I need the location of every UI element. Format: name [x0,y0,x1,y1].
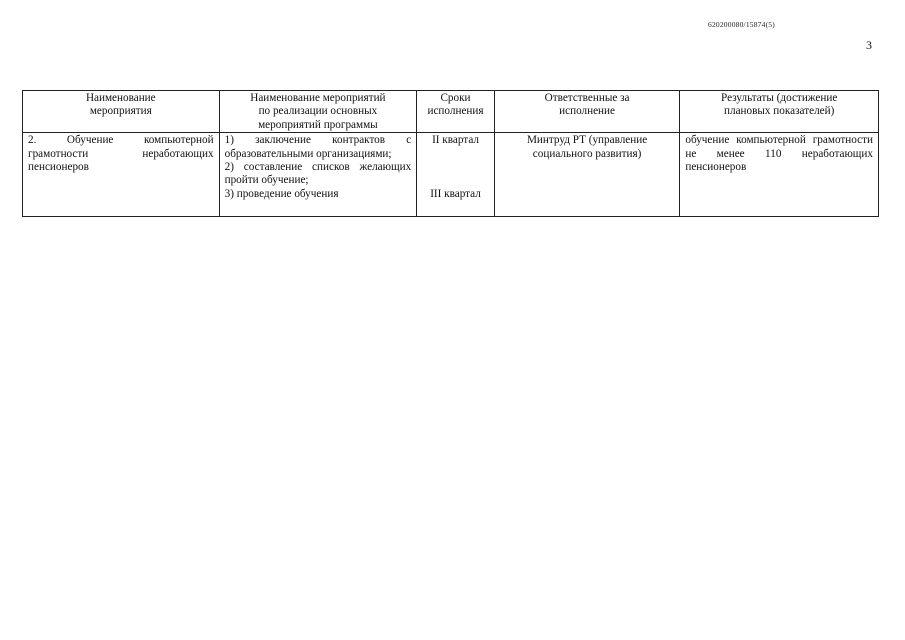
period-item: II квартал [432,134,479,147]
step-item: 3) проведение обучения [224,187,339,200]
step-item: 2) составление списков желающих пройти обучение; [224,161,412,187]
column-header-implementation-steps: Наименование мероприятий по реализации основных мероприятий программы [219,91,417,133]
steps-cell [219,133,417,217]
period-item: III квартал [430,187,481,200]
step-item: 1) заключение контрактов с образовательными организациями; [224,134,412,160]
table-header-row [23,91,879,133]
document-code: 620200080/15874(5) [708,20,775,29]
column-header-results: Результаты (достижение плановых показателей) [680,91,879,133]
events-table [22,90,879,217]
column-header-deadlines: Сроки исполнения [417,91,495,133]
event-name-cell: 2. Обучение компьютерной грамотности неработающих пенсионеров [23,133,220,217]
deadlines-cell [417,133,495,217]
column-header-responsible: Ответственные за исполнение [494,91,680,133]
page-number: 3 [866,38,872,52]
result-cell: обучение компьютерной грамотности не менее 110 неработающих пенсионеров [680,133,879,217]
responsible-cell: Минтруд РТ (управление социального развития) [494,133,680,217]
column-header-event-name: Наименование мероприятия [23,91,220,133]
table-row [23,133,879,217]
